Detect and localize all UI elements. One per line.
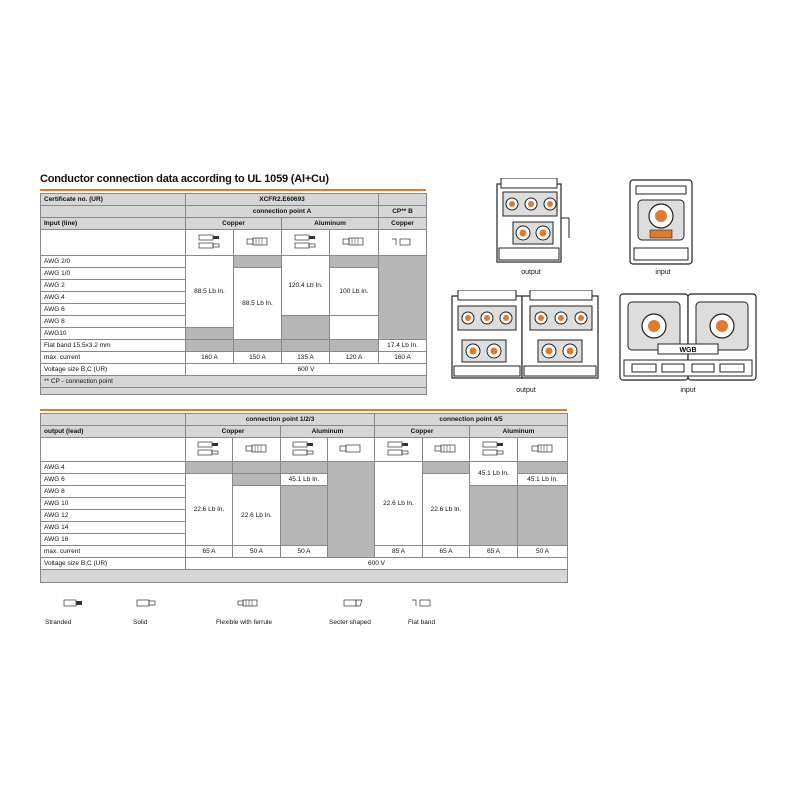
max-current-value: 135 A xyxy=(282,352,330,364)
row-label: AWG 2/0 xyxy=(41,256,186,268)
row-label: AWG 8 xyxy=(41,486,186,498)
max-current-value: 50 A xyxy=(233,546,281,558)
legend-flat-band xyxy=(410,598,434,618)
max-current-value: 65 A xyxy=(186,546,233,558)
max-current-value: 120 A xyxy=(330,352,379,364)
legend-sector xyxy=(342,598,366,618)
max-current-label: max. current xyxy=(41,352,186,364)
copper-header: Copper xyxy=(375,426,470,438)
ferrule-icon xyxy=(328,438,375,462)
input-block-2pole-drawing xyxy=(618,292,758,384)
max-current-value: 150 A xyxy=(234,352,282,364)
legend-label: Flat band xyxy=(408,619,436,626)
legend-solid xyxy=(135,598,159,618)
row-label: AWG 12 xyxy=(41,510,186,522)
caption-input: input xyxy=(655,269,671,276)
row-label: AWG 16 xyxy=(41,534,186,546)
torque-cu2-45: 22.6 Lb In. xyxy=(423,474,470,546)
legend-label: Solid xyxy=(133,619,148,626)
input-block-1pole-drawing xyxy=(624,178,698,268)
row-label: AWG 6 xyxy=(41,474,186,486)
row-label: AWG 2 xyxy=(41,280,186,292)
wgb-label: WGB xyxy=(679,347,697,354)
output-block-3pole-drawing xyxy=(493,178,573,268)
torque-al1: 120.4 Lb In. xyxy=(282,256,330,316)
max-current-label: max. current xyxy=(41,546,186,558)
caption-input-2: input xyxy=(680,387,696,394)
row-label: AWG 10 xyxy=(41,498,186,510)
aluminum-header: Aluminum xyxy=(470,426,568,438)
ferrule-al-icon xyxy=(330,230,379,256)
torque-al1-45: 45.1 Lb In. xyxy=(470,462,518,486)
max-current-value: 85 A xyxy=(375,546,423,558)
voltage-label: Voltage size B,C (UR) xyxy=(41,364,186,376)
legend-ferrule xyxy=(236,598,260,618)
cp-45-header: connection point 4/5 xyxy=(375,414,568,426)
title-rule xyxy=(40,189,426,191)
max-current-value: 50 A xyxy=(281,546,328,558)
cp-a-header: connection point A xyxy=(186,206,379,218)
legend-label: Flexible with ferrule xyxy=(216,619,272,626)
ferrule-icon xyxy=(423,438,470,462)
torque-cu1: 88.5 Lb In. xyxy=(186,256,234,328)
row-label: AWG 4 xyxy=(41,462,186,474)
caption-output: output xyxy=(521,269,541,276)
page-title: Conductor connection data according to UL 1059 (Al+Cu) xyxy=(40,173,329,185)
copper-header: Copper xyxy=(186,426,281,438)
legend-label: Secter shaped xyxy=(329,619,371,626)
torque-al2-45: 45.1 Lb In. xyxy=(518,474,568,486)
max-current-value: 65 A xyxy=(423,546,470,558)
cert-label: Certificate no. (UR) xyxy=(41,194,186,206)
torque-cu2-123: 22.6 Lb In. xyxy=(233,486,281,546)
stranded-solid-icon xyxy=(281,438,328,462)
input-connection-table xyxy=(40,193,427,395)
row-label: AWG 1/0 xyxy=(41,268,186,280)
flat-band-icon xyxy=(410,598,434,608)
max-current-value: 160 A xyxy=(186,352,234,364)
max-current-value: 65 A xyxy=(470,546,518,558)
max-current-value: 160 A xyxy=(379,352,427,364)
row-label: Flat band 15.5x3.2 mm xyxy=(41,340,186,352)
input-label: Input (line) xyxy=(41,218,186,230)
copper-b-header: Copper xyxy=(379,218,427,230)
cp-123-header: connection point 1/2/3 xyxy=(186,414,375,426)
table2-rule xyxy=(40,409,567,411)
output-label: output (lead) xyxy=(41,426,186,438)
sector-shaped-icon xyxy=(342,598,366,608)
output-block-5pole-drawing xyxy=(448,290,606,385)
legend-label: Stranded xyxy=(45,619,72,626)
row-label: AWG 14 xyxy=(41,522,186,534)
footnote: ** CP - connection point xyxy=(41,376,427,388)
stranded-icon xyxy=(62,598,86,608)
copper-header: Copper xyxy=(186,218,282,230)
stranded-solid-icon xyxy=(186,230,234,256)
solid-icon xyxy=(135,598,159,608)
ferrule-icon xyxy=(234,230,282,256)
ferrule-icon xyxy=(233,438,281,462)
wire-type-legend xyxy=(40,598,460,638)
cp-b-header: CP** B xyxy=(379,206,427,218)
voltage-value: 600 V xyxy=(186,364,427,376)
row-label: AWG10 xyxy=(41,328,186,340)
row-label: AWG 4 xyxy=(41,292,186,304)
stranded-solid-icon xyxy=(186,438,233,462)
aluminum-header: Aluminum xyxy=(282,218,379,230)
flat-band-icon xyxy=(379,230,427,256)
stranded-solid-icon xyxy=(470,438,518,462)
voltage-value: 600 V xyxy=(186,558,568,570)
legend-stranded xyxy=(62,598,86,618)
stranded-solid-icon xyxy=(375,438,423,462)
output-connection-table xyxy=(40,413,568,583)
torque-al2: 100 Lb In. xyxy=(330,268,379,316)
ferrule-icon xyxy=(236,598,260,608)
caption-output-2: output xyxy=(516,387,536,394)
voltage-label: Voltage size B,C (UR) xyxy=(41,558,186,570)
max-current-value: 50 A xyxy=(518,546,568,558)
row-label: AWG 8 xyxy=(41,316,186,328)
ferrule-icon xyxy=(518,438,568,462)
torque-al1-123: 45.1 Lb In. xyxy=(281,474,328,486)
stranded-solid-al-icon xyxy=(282,230,330,256)
row-label: AWG 6 xyxy=(41,304,186,316)
torque-cu1-45: 22.6 Lb In. xyxy=(375,462,423,546)
aluminum-header: Aluminum xyxy=(281,426,375,438)
torque-cu1-123: 22.6 Lb In. xyxy=(186,474,233,546)
cert-value: XCFR2.E60693 xyxy=(186,194,379,206)
torque-b: 17.4 Lb In. xyxy=(379,340,427,352)
torque-cu2: 88.5 Lb In. xyxy=(234,268,282,340)
